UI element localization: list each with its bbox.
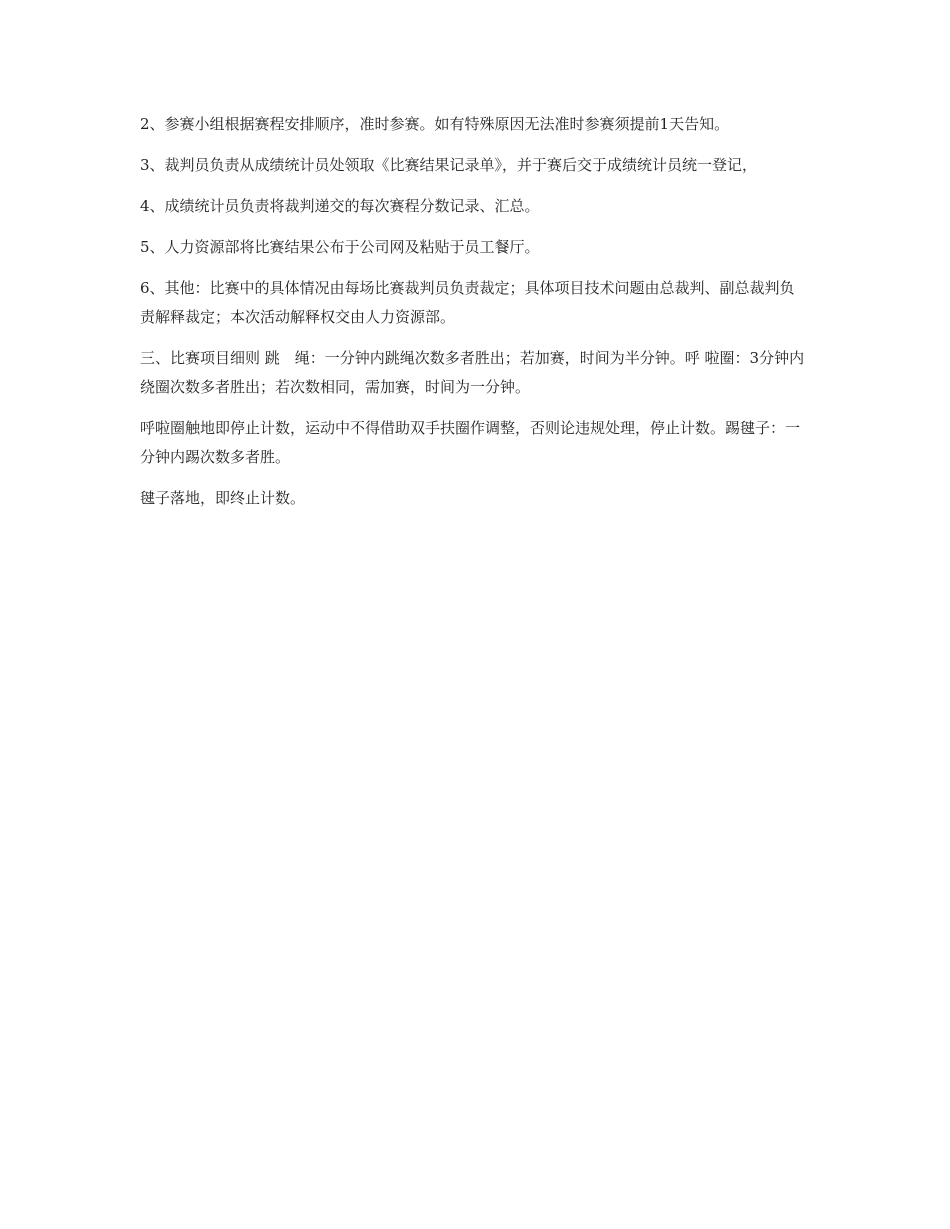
paragraph-rule-4: 4、成绩统计员负责将裁判递交的每次赛程分数记录、汇总。 bbox=[140, 197, 540, 215]
paragraph-hula-hoop-rules: 呼啦圈触地即停止计数，运动中不得借助双手扶圈作调整，否则论违规处理，停止计数。踢毽子：一分钟内踢次数多者胜。 bbox=[140, 419, 801, 466]
document-body bbox=[140, 110, 805, 525]
paragraph-rule-2: 2、参赛小组根据赛程安排顺序，准时参赛。如有特殊原因无法准时参赛须提前1天告知。 bbox=[140, 115, 730, 133]
paragraph-shuttlecock-rules: 毽子落地，即终止计数。 bbox=[140, 489, 306, 507]
paragraph-rule-5: 5、人力资源部将比赛结果公布于公司网及粘贴于员工餐厅。 bbox=[140, 238, 540, 256]
paragraph-rule-6: 6、其他：比赛中的具体情况由每场比赛裁判员负责裁定；具体项目技术问题由总裁判、副总裁判负责解释裁定；本次活动解释权交由人力资源部。 bbox=[140, 279, 795, 326]
paragraph-rule-3: 3、裁判员负责从成绩统计员处领取《比赛结果记录单》，并于赛后交于成绩统计员统一登记， bbox=[140, 156, 758, 174]
paragraph-section-3-details: 三、比赛项目细则 跳 绳：一分钟内跳绳次数多者胜出；若加赛，时间为半分钟。呼 啦圈：3分钟内绕圈次数多者胜出；若次数相同，需加赛，时间为一分钟。 bbox=[140, 349, 805, 396]
